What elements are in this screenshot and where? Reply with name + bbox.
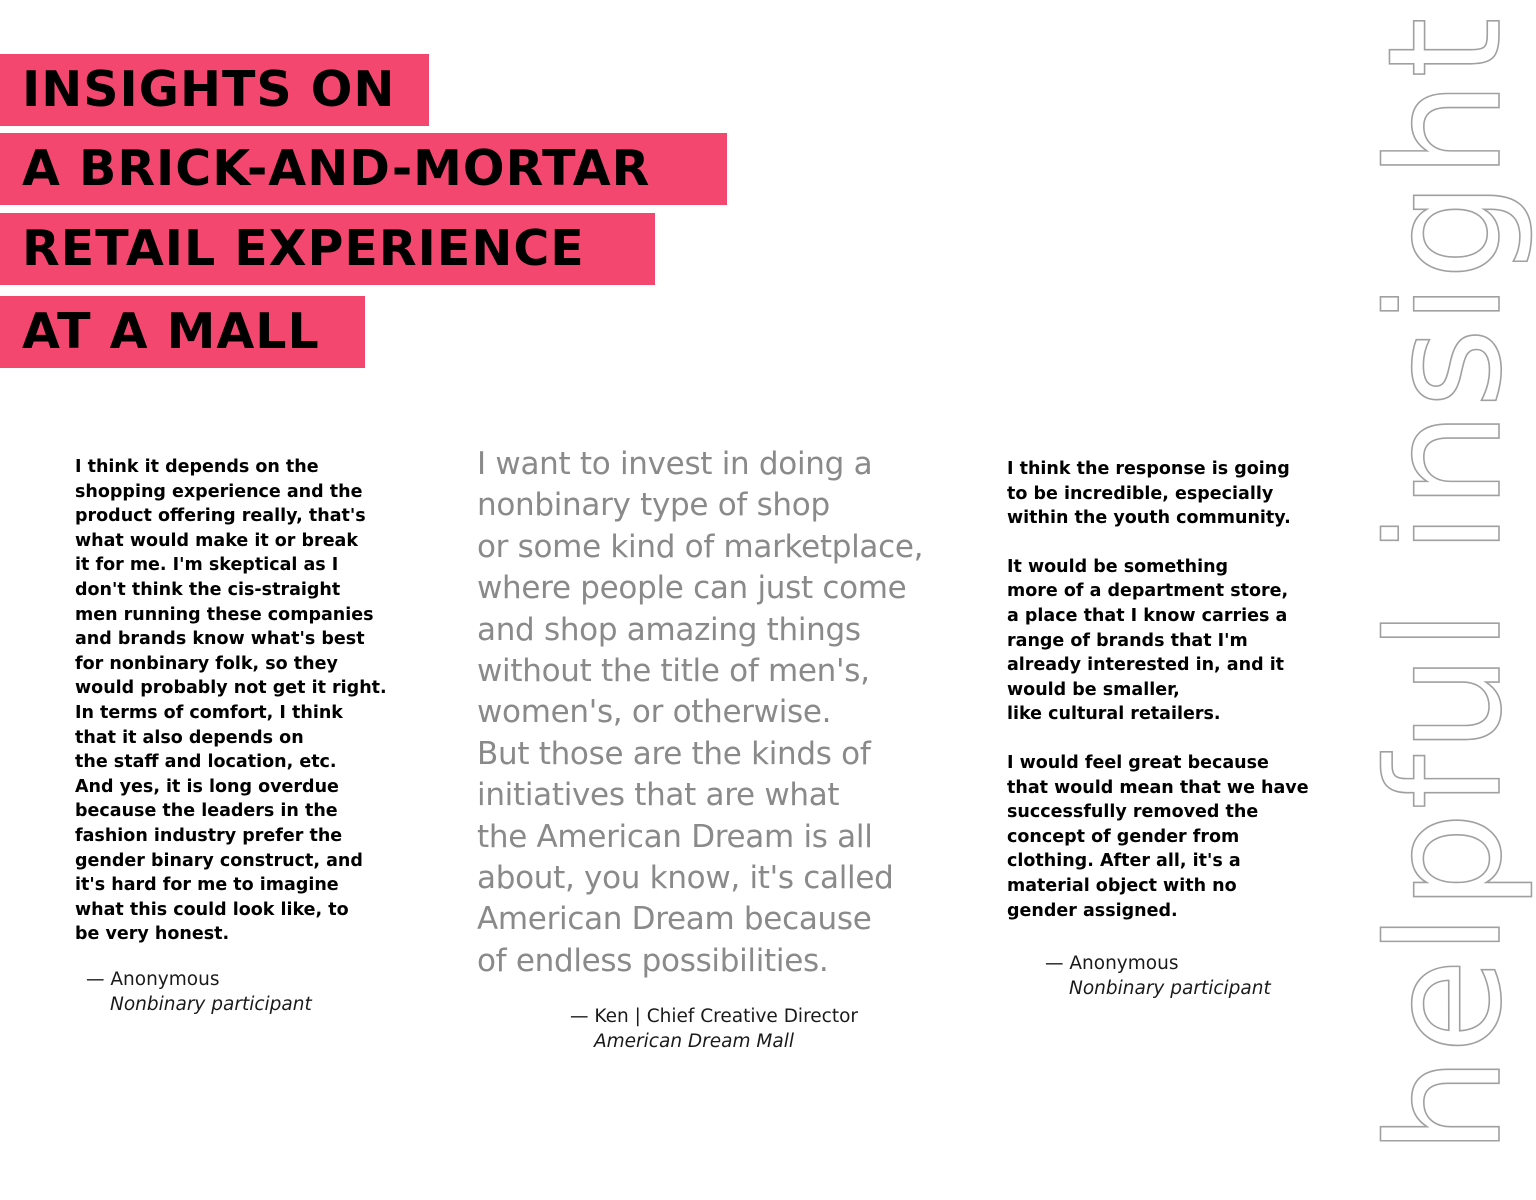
- attribution-right-role: Nonbinary participant: [1069, 978, 1271, 999]
- quote-middle: [477, 444, 967, 982]
- quote-right-paragraph-3: I would feel great because that would mean that we have successfully removed the concept of gender from clothing. After all, it's a material object with no gender assigned.: [1007, 752, 1309, 921]
- attribution-left: [86, 967, 312, 1017]
- quote-right-paragraph-2: It would be something more of a department store, a place that I know carries a range of brands that I'm already interested in, and it would be smaller, like cultural retailers.: [1007, 556, 1289, 725]
- quote-right: [1007, 457, 1347, 923]
- attribution-right: [1045, 951, 1271, 1001]
- attribution-right-name: — Anonymous: [1045, 953, 1179, 974]
- quote-middle-text: I want to invest in doing a nonbinary type of shop or some kind of marketplace, where people can just come and shop amazing things without the title of men's, women's, or otherwise. But those are the kinds of initiatives that are what the American Dream is all about, you know, it's called American Dream because of endless possibilities.: [477, 446, 924, 979]
- attribution-middle-role: American Dream Mall: [594, 1031, 794, 1052]
- quote-right-paragraph-1: I think the response is going to be incredible, especially within the youth community.: [1007, 459, 1291, 529]
- title-line-3: RETAIL EXPERIENCE: [0, 213, 655, 285]
- attribution-left-name: — Anonymous: [86, 969, 220, 990]
- attribution-middle-name: — Ken | Chief Creative Director: [570, 1006, 859, 1027]
- title-line-1: INSIGHTS ON: [0, 54, 429, 126]
- attribution-left-role: Nonbinary participant: [110, 994, 312, 1015]
- attribution-middle: [570, 1004, 858, 1054]
- side-label-vertical: helpful insight: [1354, 15, 1536, 1155]
- title-line-2: A BRICK-AND-MORTAR: [0, 133, 727, 205]
- quote-left-text: I think it depends on the shopping experience and the product offering really, that's what would make it or break it for me. I'm skeptical as I don't think the cis-straight men running these companies and brands know what's best for nonbinary folk, so they would probably not get it right. In terms of comfort, I think that it also depends on the staff and location, etc. And yes, it is long overdue because the leaders in the fashion industry prefer the gender binary construct, and it's hard for me to imagine what this could look like, to be very honest.: [75, 457, 387, 945]
- quote-left: [75, 455, 435, 947]
- title-line-4: AT A MALL: [0, 296, 365, 368]
